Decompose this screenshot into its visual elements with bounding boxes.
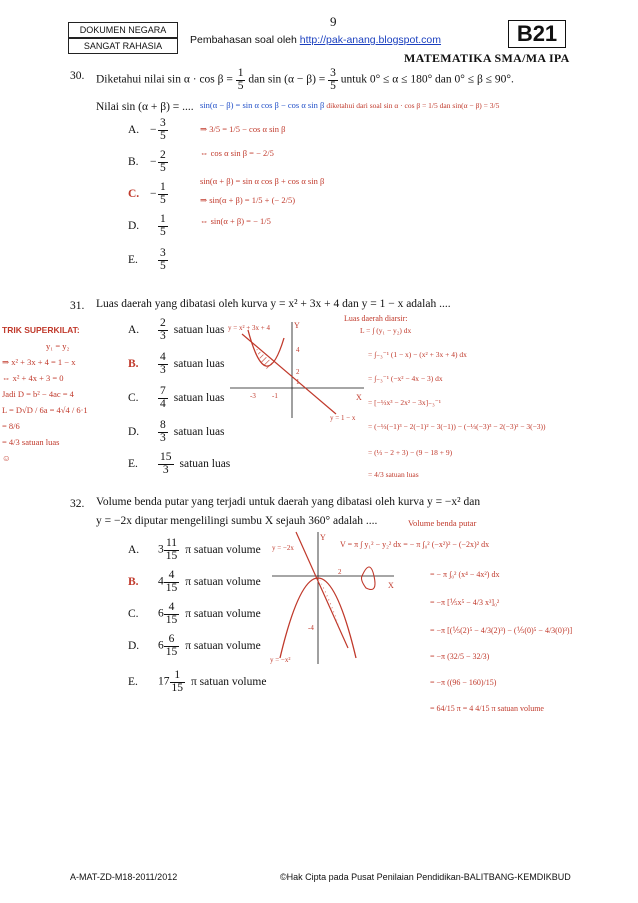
q32-option-e[interactable] xyxy=(128,670,266,694)
option-label: C. xyxy=(128,391,139,404)
option-fraction xyxy=(158,386,168,410)
q31-trick-line: L = D√D / 6a = 4√4 / 6·1 xyxy=(2,405,88,415)
option-unit: π satuan volume xyxy=(185,607,261,620)
q32-solution-line: = −π ((96 − 160)/15) xyxy=(430,678,497,687)
q30-statement xyxy=(96,68,616,92)
option-denominator: 4 xyxy=(160,397,166,410)
secrecy-box: SANGAT RAHASIA xyxy=(68,38,178,54)
q31-trick-line: ☺ xyxy=(2,453,11,463)
q30-frac1 xyxy=(236,68,246,92)
option-label: A. xyxy=(128,123,140,136)
q32-solution-line: = 64/15 π = 4 4/15 π satuan volume xyxy=(430,704,544,713)
option-denominator: 3 xyxy=(160,431,166,444)
q30-option-c[interactable] xyxy=(128,182,168,206)
option-fraction xyxy=(158,318,168,342)
option-label: E. xyxy=(128,457,138,470)
q32-statement-2: y = −2x diputar mengelilingi sumbu X sejauh 360° adalah .... xyxy=(96,515,378,527)
option-fraction xyxy=(164,570,180,594)
q31-number: 31. xyxy=(70,300,85,312)
option-numerator: 15 xyxy=(160,451,172,463)
q31-line xyxy=(242,334,336,414)
q31-option-e[interactable] xyxy=(128,452,230,476)
q31-solution-line: = 4/3 satuan luas xyxy=(368,470,419,479)
q31-option-a[interactable] xyxy=(128,318,225,342)
q31-tick-m3: -3 xyxy=(250,392,256,400)
option-whole: 6 xyxy=(158,639,164,652)
q30-text2: dan sin (α − β) = xyxy=(248,73,326,86)
option-label: E. xyxy=(128,675,138,688)
q31-solution-title: Luas daerah diarsir: xyxy=(344,314,408,323)
option-denominator: 5 xyxy=(160,129,166,142)
option-fraction xyxy=(158,248,168,272)
q31-option-d[interactable] xyxy=(128,420,225,444)
option-fraction xyxy=(158,118,168,142)
q31-tick-m1: -1 xyxy=(272,392,278,400)
option-numerator: 2 xyxy=(160,149,166,161)
document-state-box: DOKUMEN NEGARA xyxy=(68,22,178,38)
q32-option-d[interactable] xyxy=(128,634,261,658)
q31-curve1-label: y = x² + 3x + 4 xyxy=(228,324,270,332)
q32-statement-1: Volume benda putar yang terjadi untuk daerah yang dibatasi oleh kurva y = −x² dan xyxy=(96,496,481,508)
option-denominator: 5 xyxy=(160,259,166,272)
option-denominator: 15 xyxy=(171,681,183,694)
q31-option-c[interactable] xyxy=(128,386,225,410)
paper-code: B21 xyxy=(508,20,566,48)
q32-solution-line: = − π ∫₀² (x⁴ − 4x²) dx xyxy=(430,570,500,579)
option-numerator: 2 xyxy=(160,317,166,329)
q30-frac2-num: 3 xyxy=(330,67,336,79)
q30-text3: untuk 0° ≤ α ≤ 180° dan 0° ≤ β ≤ 90°. xyxy=(340,73,514,86)
q30-option-d[interactable] xyxy=(128,214,168,238)
source-line xyxy=(190,34,441,46)
option-denominator: 15 xyxy=(165,581,178,594)
option-fraction xyxy=(158,452,174,476)
option-fraction xyxy=(158,420,168,444)
q32-solution-line: = −π [(⅕(2)⁵ − 4/3(2)³) − (⅕(0)⁵ − 4/3(0)³)] xyxy=(430,626,573,635)
q30-option-a[interactable] xyxy=(128,118,168,142)
option-fraction xyxy=(164,634,180,658)
option-whole: 4 xyxy=(158,575,164,588)
option-unit: satuan luas xyxy=(173,425,225,438)
option-denominator: 5 xyxy=(160,161,166,174)
option-fraction xyxy=(158,214,168,238)
q31-tick-2: 2 xyxy=(296,368,300,376)
q31-solution-line: = (⅓ − 2 + 3) − (9 − 18 + 9) xyxy=(368,448,453,457)
option-label: B. xyxy=(128,155,139,168)
q31-trick-line: y₁ = y₂ xyxy=(46,341,70,351)
option-denominator: 3 xyxy=(162,463,169,476)
q31-trick-line: = 4/3 satuan luas xyxy=(2,437,60,447)
option-unit: satuan luas xyxy=(173,357,225,370)
option-denominator: 3 xyxy=(160,363,166,376)
option-unit: π satuan volume xyxy=(185,575,261,588)
q32-graph xyxy=(270,528,406,668)
q31-trick-box xyxy=(2,322,120,466)
q30-frac2 xyxy=(328,68,338,92)
option-sign: − xyxy=(150,187,157,200)
q30-sol-note: diketahui dari soal sin α · cos β = 1/5 dan sin(α − β) = 3/5 xyxy=(326,101,500,110)
q31-trick-line: ⇒ x² + 3x + 4 = 1 − x xyxy=(2,357,76,367)
option-numerator: 4 xyxy=(160,351,166,363)
q32-axis-x-label: X xyxy=(388,581,394,590)
q32-option-c[interactable] xyxy=(128,602,261,626)
option-numerator: 4 xyxy=(164,570,180,583)
option-numerator: 1 xyxy=(160,213,166,225)
q32-solution-line: = −π [⅕x⁵ − 4/3 x³]₀² xyxy=(430,598,500,607)
q30-option-e[interactable] xyxy=(128,248,168,272)
subject-title: MATEMATIKA SMA/MA IPA xyxy=(404,51,570,65)
q31-solution-line: = (−⅓(−1)³ − 2(−1)² − 3(−1)) − (−⅓(−3)³ − 2(−3)² − 3(−3)) xyxy=(368,422,546,431)
q30-frac2-den: 5 xyxy=(330,79,336,92)
option-label: D. xyxy=(128,219,140,232)
option-numerator: 8 xyxy=(160,419,166,431)
option-sign: − xyxy=(150,123,157,136)
option-unit: π satuan volume xyxy=(191,675,267,688)
q30-solution-line6: ⇔ sin(α + β) = − 1/5 xyxy=(200,216,271,226)
option-numerator: 11 xyxy=(164,538,180,551)
q32-solution-line: = −π (32/5 − 32/3) xyxy=(430,652,490,661)
q31-trick-line: = 8/6 xyxy=(2,421,20,431)
q32-number: 32. xyxy=(70,498,85,510)
option-whole: 17 xyxy=(158,675,170,688)
option-label: A. xyxy=(128,543,140,556)
option-denominator: 3 xyxy=(160,329,166,342)
option-numerator: 1 xyxy=(170,670,186,683)
option-denominator: 15 xyxy=(165,549,178,562)
option-whole: 6 xyxy=(158,607,164,620)
q30-number: 30. xyxy=(70,70,85,82)
option-denominator: 5 xyxy=(160,225,166,238)
footer-copyright: ©Hak Cipta pada Pusat Penilaian Pendidikan-BALITBANG-KEMDIKBUD xyxy=(280,872,571,882)
option-denominator: 15 xyxy=(165,645,178,658)
q31-axis-x-label: X xyxy=(356,393,362,402)
option-numerator: 7 xyxy=(160,385,166,397)
q31-solution-line: = [−⅓x³ − 2x² − 3x]₋₃⁻¹ xyxy=(368,398,441,407)
option-numerator: 4 xyxy=(164,602,180,615)
option-numerator: 6 xyxy=(164,634,180,647)
option-label: B. xyxy=(128,575,139,588)
q30-solution-line2: ⇒ 3/5 = 1/5 − cos α sin β xyxy=(200,124,286,134)
page-number: 9 xyxy=(330,14,337,29)
q31-tick-1: 1 xyxy=(296,378,300,386)
option-sign: − xyxy=(150,155,157,168)
option-label: D. xyxy=(128,639,140,652)
option-label: C. xyxy=(128,187,140,200)
option-fraction xyxy=(164,538,180,562)
q30-option-b[interactable] xyxy=(128,150,168,174)
source-link[interactable]: http://pak-anang.blogspot.com xyxy=(299,34,442,46)
q31-tick-4: 4 xyxy=(296,346,300,354)
q30-solution-line3: ⇔ cos α sin β = − 2/5 xyxy=(200,148,274,158)
q32-option-a[interactable] xyxy=(128,538,261,562)
q31-solution-line: L = ∫ (y₁ − y₂) dx xyxy=(360,326,412,335)
option-fraction xyxy=(170,670,186,694)
option-unit: satuan luas xyxy=(173,391,225,404)
q31-curve2-label: y = 1 − x xyxy=(330,414,356,422)
q32-tick-m4: -4 xyxy=(308,624,314,632)
option-unit: satuan luas xyxy=(179,457,231,470)
q30-ask: Nilai sin (α + β) = .... xyxy=(96,101,194,113)
option-fraction xyxy=(164,602,180,626)
q30-frac1-den: 5 xyxy=(237,79,244,92)
q30-solution-line4: sin(α + β) = sin α cos β + cos α sin β xyxy=(200,176,325,186)
option-whole: 3 xyxy=(158,543,164,556)
footer-code: A-MAT-ZD-M18-2011/2012 xyxy=(70,872,178,882)
option-fraction xyxy=(158,182,168,206)
q32-solution-line: V = π ∫ y₁² − y₂² dx = − π ∫₀² (−x²)² − (−2x)² dx xyxy=(340,540,490,549)
q32-axis-y-label: Y xyxy=(320,533,326,542)
q31-trick-title: TRIK SUPERKILAT: xyxy=(2,325,80,335)
q32-solution-title: Volume benda putar xyxy=(408,518,477,528)
option-fraction xyxy=(158,352,168,376)
option-label: A. xyxy=(128,323,140,336)
source-prefix: Pembahasan soal oleh xyxy=(190,34,300,46)
q30-text1: Diketahui nilai sin α · cos β = xyxy=(96,73,233,86)
option-fraction xyxy=(158,150,168,174)
q32-tick-2: 2 xyxy=(338,568,342,576)
option-label: B. xyxy=(128,357,139,370)
q31-trick-line: ⇔ x² + 4x + 3 = 0 xyxy=(2,373,64,383)
q31-option-b[interactable] xyxy=(128,352,225,376)
option-unit: π satuan volume xyxy=(185,543,261,556)
q32-rotation-sketch xyxy=(362,567,376,590)
q30-sol-formula: sin(α − β) = sin α cos β − cos α sin β xyxy=(200,100,325,110)
q31-axis-y-label: Y xyxy=(294,321,300,330)
option-denominator: 15 xyxy=(165,613,178,626)
q31-solution-line: = ∫₋₃⁻¹ (1 − x) − (x² + 3x + 4) dx xyxy=(368,350,467,359)
q30-solution-line1 xyxy=(200,100,630,110)
q31-trick-line: Jadi D = b² − 4ac = 4 xyxy=(2,389,74,399)
q32-curve2-label: y = −x² xyxy=(270,656,291,664)
option-numerator: 3 xyxy=(160,117,166,129)
q32-curve1-label: y = −2x xyxy=(272,544,294,552)
option-label: D. xyxy=(128,425,140,438)
q30-solution-line5: ⇒ sin(α + β) = 1/5 + (− 2/5) xyxy=(200,195,296,205)
q32-option-b[interactable] xyxy=(128,570,261,594)
option-unit: π satuan volume xyxy=(185,639,261,652)
q31-statement: Luas daerah yang dibatasi oleh kurva y = x² + 3x + 4 dan y = 1 − x adalah .... xyxy=(96,298,451,310)
q31-solution-line: = ∫₋₃⁻¹ (−x² − 4x − 3) dx xyxy=(368,374,443,383)
option-numerator: 1 xyxy=(160,181,166,193)
option-label: E. xyxy=(128,253,138,266)
option-numerator: 3 xyxy=(160,247,166,259)
option-label: C. xyxy=(128,607,139,620)
option-denominator: 5 xyxy=(160,193,166,206)
option-unit: satuan luas xyxy=(173,323,225,336)
q31-graph xyxy=(226,318,370,422)
q30-frac1-num: 1 xyxy=(237,67,244,79)
